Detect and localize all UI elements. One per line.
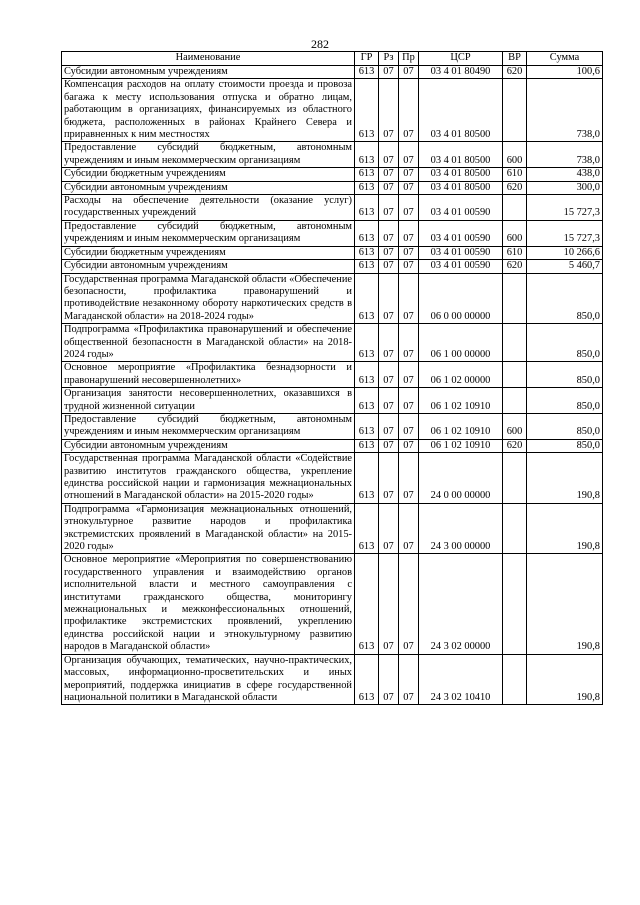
cell-pr: 07 bbox=[399, 413, 419, 439]
cell-pr: 07 bbox=[399, 181, 419, 194]
cell-csr: 03 4 01 00590 bbox=[419, 220, 503, 246]
cell-csr: 03 4 01 80500 bbox=[419, 181, 503, 194]
cell-gr: 613 bbox=[355, 439, 379, 452]
table-row bbox=[62, 453, 603, 504]
cell-vr bbox=[503, 503, 527, 554]
cell-rz: 07 bbox=[379, 413, 399, 439]
budget-table bbox=[61, 51, 603, 705]
cell-sum: 100,6 bbox=[527, 66, 603, 79]
cell-sum: 850,0 bbox=[527, 413, 603, 439]
page-number: 282 bbox=[311, 37, 329, 51]
cell-sum: 438,0 bbox=[527, 168, 603, 181]
cell-gr: 613 bbox=[355, 195, 379, 221]
cell-pr: 07 bbox=[399, 260, 419, 273]
cell-sum: 850,0 bbox=[527, 324, 603, 362]
cell-csr: 03 4 01 80500 bbox=[419, 142, 503, 168]
cell-vr: 620 bbox=[503, 260, 527, 273]
cell-vr: 620 bbox=[503, 66, 527, 79]
cell-pr: 07 bbox=[399, 273, 419, 324]
cell-rz: 07 bbox=[379, 66, 399, 79]
cell-csr: 03 4 01 00590 bbox=[419, 246, 503, 259]
cell-vr bbox=[503, 273, 527, 324]
cell-sum: 5 460,7 bbox=[527, 260, 603, 273]
table-row bbox=[62, 66, 603, 79]
table-row bbox=[62, 654, 603, 705]
cell-csr: 03 4 01 00590 bbox=[419, 260, 503, 273]
cell-name: Предоставление субсидий бюджетным, автономным учреждениям и иным некоммерческим организациям bbox=[62, 413, 355, 439]
cell-pr: 07 bbox=[399, 220, 419, 246]
cell-gr: 613 bbox=[355, 453, 379, 504]
cell-gr: 613 bbox=[355, 388, 379, 414]
cell-sum: 850,0 bbox=[527, 362, 603, 388]
cell-pr: 07 bbox=[399, 654, 419, 705]
cell-name: Государственная программа Магаданской области «Обеспечение безопасности, профилактика правонарушений и противодействие незаконному обороту наркотических средств в Магаданской области» на 2018-2024 годы» bbox=[62, 273, 355, 324]
table-row bbox=[62, 388, 603, 414]
cell-vr bbox=[503, 324, 527, 362]
cell-csr: 24 3 00 00000 bbox=[419, 503, 503, 554]
cell-sum: 300,0 bbox=[527, 181, 603, 194]
cell-pr: 07 bbox=[399, 79, 419, 142]
cell-pr: 07 bbox=[399, 66, 419, 79]
cell-rz: 07 bbox=[379, 79, 399, 142]
cell-name: Подпрограмма «Гармонизация межнациональных отношений, этнокультурное развитие народов и профилактика экстремистских проявлений в Магаданской области» на 2015-2020 годы» bbox=[62, 503, 355, 554]
column-header-vr: ВР bbox=[503, 52, 527, 66]
cell-sum: 15 727,3 bbox=[527, 195, 603, 221]
cell-rz: 07 bbox=[379, 260, 399, 273]
cell-gr: 613 bbox=[355, 324, 379, 362]
cell-sum: 15 727,3 bbox=[527, 220, 603, 246]
cell-pr: 07 bbox=[399, 168, 419, 181]
table-row bbox=[62, 195, 603, 221]
cell-csr: 03 4 01 80500 bbox=[419, 79, 503, 142]
table-row bbox=[62, 142, 603, 168]
cell-rz: 07 bbox=[379, 654, 399, 705]
table-row bbox=[62, 181, 603, 194]
table-body bbox=[62, 66, 603, 705]
cell-gr: 613 bbox=[355, 260, 379, 273]
cell-sum: 850,0 bbox=[527, 439, 603, 452]
cell-csr: 06 1 02 00000 bbox=[419, 362, 503, 388]
column-header-gr: ГР bbox=[355, 52, 379, 66]
cell-csr: 06 1 02 10910 bbox=[419, 388, 503, 414]
cell-rz: 07 bbox=[379, 220, 399, 246]
cell-sum: 850,0 bbox=[527, 273, 603, 324]
column-header-pr: Пр bbox=[399, 52, 419, 66]
table-row bbox=[62, 273, 603, 324]
cell-rz: 07 bbox=[379, 273, 399, 324]
cell-sum: 190,8 bbox=[527, 453, 603, 504]
cell-rz: 07 bbox=[379, 388, 399, 414]
cell-vr bbox=[503, 453, 527, 504]
cell-vr: 620 bbox=[503, 439, 527, 452]
cell-name: Субсидии автономным учреждениям bbox=[62, 66, 355, 79]
cell-pr: 07 bbox=[399, 554, 419, 654]
cell-name: Субсидии автономным учреждениям bbox=[62, 181, 355, 194]
cell-csr: 24 3 02 00000 bbox=[419, 554, 503, 654]
table-row bbox=[62, 246, 603, 259]
cell-vr: 600 bbox=[503, 142, 527, 168]
cell-csr: 03 4 01 80500 bbox=[419, 168, 503, 181]
cell-gr: 613 bbox=[355, 142, 379, 168]
cell-gr: 613 bbox=[355, 246, 379, 259]
cell-rz: 07 bbox=[379, 142, 399, 168]
cell-csr: 03 4 01 00590 bbox=[419, 195, 503, 221]
cell-sum: 190,8 bbox=[527, 554, 603, 654]
cell-sum: 850,0 bbox=[527, 388, 603, 414]
cell-gr: 613 bbox=[355, 413, 379, 439]
cell-csr: 06 1 02 10910 bbox=[419, 439, 503, 452]
table-header-row bbox=[62, 52, 603, 66]
cell-name: Основное мероприятие «Профилактика безнадзорности и правонарушений несовершеннолетних» bbox=[62, 362, 355, 388]
cell-pr: 07 bbox=[399, 388, 419, 414]
cell-pr: 07 bbox=[399, 246, 419, 259]
cell-pr: 07 bbox=[399, 503, 419, 554]
cell-sum: 190,8 bbox=[527, 654, 603, 705]
cell-csr: 06 1 00 00000 bbox=[419, 324, 503, 362]
column-header-sum: Сумма bbox=[527, 52, 603, 66]
cell-name: Организация обучающих, тематических, научно-практических, массовых, информационно-просветительских и иных мероприятий, поддержка инициатив в сфере государственной национальной политики в Магаданской области bbox=[62, 654, 355, 705]
cell-vr: 620 bbox=[503, 181, 527, 194]
cell-gr: 613 bbox=[355, 79, 379, 142]
table-row bbox=[62, 79, 603, 142]
table-row bbox=[62, 554, 603, 654]
cell-csr: 06 0 00 00000 bbox=[419, 273, 503, 324]
cell-gr: 613 bbox=[355, 168, 379, 181]
cell-vr bbox=[503, 654, 527, 705]
cell-vr bbox=[503, 362, 527, 388]
cell-rz: 07 bbox=[379, 195, 399, 221]
cell-pr: 07 bbox=[399, 142, 419, 168]
table-row bbox=[62, 260, 603, 273]
table-row bbox=[62, 168, 603, 181]
cell-sum: 738,0 bbox=[527, 142, 603, 168]
cell-vr bbox=[503, 554, 527, 654]
column-header-name: Наименование bbox=[62, 52, 355, 66]
cell-rz: 07 bbox=[379, 439, 399, 452]
cell-rz: 07 bbox=[379, 554, 399, 654]
table-row bbox=[62, 362, 603, 388]
cell-name: Субсидии автономным учреждениям bbox=[62, 439, 355, 452]
table-row bbox=[62, 503, 603, 554]
table-row bbox=[62, 413, 603, 439]
cell-gr: 613 bbox=[355, 220, 379, 246]
cell-name: Субсидии бюджетным учреждениям bbox=[62, 246, 355, 259]
cell-pr: 07 bbox=[399, 324, 419, 362]
cell-pr: 07 bbox=[399, 453, 419, 504]
table-row bbox=[62, 439, 603, 452]
cell-vr: 600 bbox=[503, 413, 527, 439]
cell-gr: 613 bbox=[355, 273, 379, 324]
cell-name: Субсидии автономным учреждениям bbox=[62, 260, 355, 273]
cell-csr: 24 3 02 10410 bbox=[419, 654, 503, 705]
cell-sum: 10 266,6 bbox=[527, 246, 603, 259]
cell-vr: 600 bbox=[503, 220, 527, 246]
cell-rz: 07 bbox=[379, 168, 399, 181]
cell-rz: 07 bbox=[379, 181, 399, 194]
cell-gr: 613 bbox=[355, 362, 379, 388]
cell-gr: 613 bbox=[355, 66, 379, 79]
cell-rz: 07 bbox=[379, 453, 399, 504]
cell-pr: 07 bbox=[399, 362, 419, 388]
cell-vr: 610 bbox=[503, 246, 527, 259]
cell-rz: 07 bbox=[379, 503, 399, 554]
cell-pr: 07 bbox=[399, 195, 419, 221]
table-row bbox=[62, 324, 603, 362]
cell-gr: 613 bbox=[355, 181, 379, 194]
cell-sum: 190,8 bbox=[527, 503, 603, 554]
cell-gr: 613 bbox=[355, 654, 379, 705]
cell-csr: 03 4 01 80490 bbox=[419, 66, 503, 79]
cell-name: Предоставление субсидий бюджетным, автономным учреждениям и иным некоммерческим организациям bbox=[62, 220, 355, 246]
cell-sum: 738,0 bbox=[527, 79, 603, 142]
cell-name: Расходы на обеспечение деятельности (оказание услуг) государственных учреждений bbox=[62, 195, 355, 221]
cell-name: Государственная программа Магаданской области «Содействие развитию институтов гражданского общества, укрепление единства российской нации и гармонизация межнациональных отношений в Магаданской области» на 2015-2020 годы» bbox=[62, 453, 355, 504]
cell-vr bbox=[503, 79, 527, 142]
cell-rz: 07 bbox=[379, 246, 399, 259]
cell-gr: 613 bbox=[355, 554, 379, 654]
cell-name: Компенсация расходов на оплату стоимости проезда и провоза багажа к месту использования отпуска и обратно лицам, работающим в организациях, финансируемых из областного бюджета, расположенных в районах Крайнего Севера и приравненных к ним местностях bbox=[62, 79, 355, 142]
cell-gr: 613 bbox=[355, 503, 379, 554]
cell-csr: 06 1 02 10910 bbox=[419, 413, 503, 439]
cell-csr: 24 0 00 00000 bbox=[419, 453, 503, 504]
cell-vr: 610 bbox=[503, 168, 527, 181]
cell-vr bbox=[503, 195, 527, 221]
cell-rz: 07 bbox=[379, 362, 399, 388]
column-header-rz: Рз bbox=[379, 52, 399, 66]
column-header-csr: ЦСР bbox=[419, 52, 503, 66]
cell-vr bbox=[503, 388, 527, 414]
cell-name: Организация занятости несовершеннолетних, оказавшихся в трудной жизненной ситуации bbox=[62, 388, 355, 414]
cell-name: Основное мероприятие «Мероприятия по совершенствованию государственного управления и взаимодействию органов исполнительной власти и местного самоуправления с институтами гражданского общества, мониторингу межнациональных и межконфессиональных отношений, профилактике экстремистских проявлений, укреплению единства российской нации и этнокультурному развитию народов в Магаданской области» bbox=[62, 554, 355, 654]
table-row bbox=[62, 220, 603, 246]
cell-name: Субсидии бюджетным учреждениям bbox=[62, 168, 355, 181]
cell-name: Предоставление субсидий бюджетным, автономным учреждениям и иным некоммерческим организациям bbox=[62, 142, 355, 168]
cell-pr: 07 bbox=[399, 439, 419, 452]
cell-rz: 07 bbox=[379, 324, 399, 362]
cell-name: Подпрограмма «Профилактика правонарушений и обеспечение общественной безопасностн в Магаданской области» на 2018-2024 годы» bbox=[62, 324, 355, 362]
